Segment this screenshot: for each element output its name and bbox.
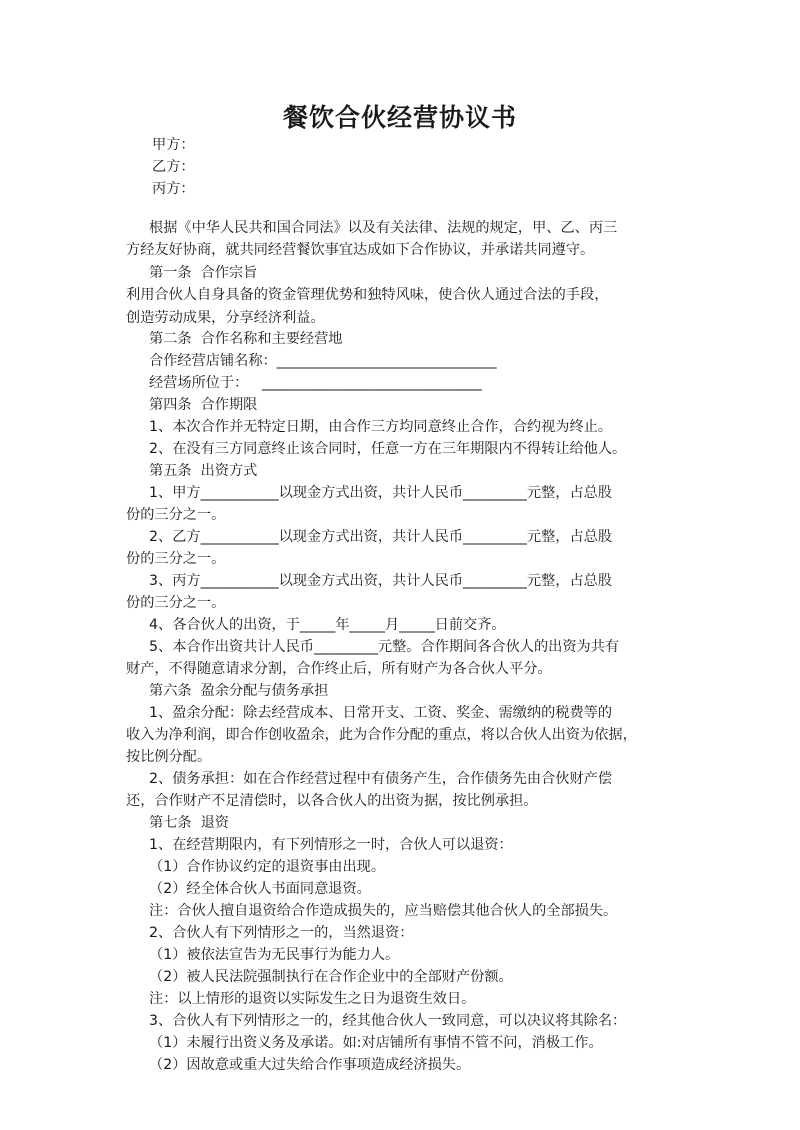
document-title: 餐饮合伙经营协议书 xyxy=(282,103,517,132)
contribution-line: 2、乙方___________以现金方式出资，共计人民币_________元整，占总股 xyxy=(149,529,613,545)
body-line: 方经友好协商，就共同经营餐饮事宜达成如下合作协议，并承诺共同遵守。 xyxy=(126,242,595,258)
party-a-line: 甲方： xyxy=(152,137,195,153)
body-line: 份的三分之一。 xyxy=(126,595,226,611)
contribution-line: 1、甲方___________以现金方式出资，共计人民币_________元整，占总股 xyxy=(149,485,613,501)
body-line: （2）经全体合伙人书面同意退资。 xyxy=(149,881,371,897)
body-line: 创造劳动成果，分享经济利益。 xyxy=(126,310,325,326)
article-heading: 第七条 退资 xyxy=(149,815,229,831)
note-line: 注：以上情形的退资以实际发生之日为退资生效日。 xyxy=(149,991,476,1007)
body-line: 利用合伙人自身具备的资金管理优势和独特风味，使合伙人通过合法的手段， xyxy=(126,287,609,303)
article-heading: 第六条 盈余分配与债务承担 xyxy=(149,683,329,699)
body-line: 1、本次合作并无特定日期，由合作三方均同意终止合作，合约视为终止。 xyxy=(149,419,613,435)
location-field: 经营场所位于： _______________________________ xyxy=(149,375,482,391)
article-heading: 第四条 合作期限 xyxy=(149,397,258,413)
shop-name-field: 合作经营店铺名称：_______________________________ xyxy=(149,353,497,369)
body-line: 份的三分之一。 xyxy=(126,507,226,523)
contribution-line: 3、丙方___________以现金方式出资，共计人民币_________元整，占总股 xyxy=(149,573,613,589)
body-line: 1、盈余分配：除去经营成本、日常开支、工资、奖金、需缴纳的税费等的 xyxy=(149,705,613,721)
body-line: 2、债务承担：如在合作经营过程中有债务产生，合作债务先由合伙财产偿 xyxy=(149,771,613,787)
body-line: （2）被人民法院强制执行在合作企业中的全部财产份额。 xyxy=(149,969,513,985)
body-line: （2）因故意或重大过失给合作事项造成经济损失。 xyxy=(149,1057,471,1073)
body-line: （1）被依法宣告为无民事行为能力人。 xyxy=(149,947,400,963)
body-line: 1、在经营期限内，有下列情形之一时，合伙人可以退资： xyxy=(149,837,513,853)
body-line: 2、合伙人有下列情形之一的，当然退资： xyxy=(149,925,414,941)
body-line: 5、本合作出资共计人民币_________元整。合作期间各合伙人的出资为共有 xyxy=(149,639,620,655)
body-line: 还，合作财产不足清偿时，以各合伙人的出资为据，按比例承担。 xyxy=(126,793,538,809)
body-line: 按比例分配。 xyxy=(126,749,212,765)
body-line: 4、各合伙人的出资，于_____年_____月_____日前交齐。 xyxy=(149,617,506,633)
article-heading: 第一条 合作宗旨 xyxy=(149,265,258,281)
note-line: 注：合伙人擅自退资给合作造成损失的，应当赔偿其他合伙人的全部损失。 xyxy=(149,903,618,919)
body-line: 根据《中华人民共和国合同法》以及有关法律、法规的规定，甲、乙、丙三 xyxy=(149,220,618,236)
party-c-line: 丙方： xyxy=(152,181,195,197)
body-line: 财产，不得随意请求分割，合作终止后，所有财产为各合伙人平分。 xyxy=(126,661,552,677)
body-line: 收入为净利润，即合作创收盈余，此为合作分配的重点，将以合伙人出资为依据， xyxy=(126,727,637,743)
body-line: 3、合伙人有下列情形之一的，经其他合伙人一致同意，可以决议将其除名： xyxy=(149,1013,627,1029)
party-b-line: 乙方： xyxy=(152,159,195,175)
body-line: （1）未履行出资义务及承诺。如:对店铺所有事情不管不问，消极工作。 xyxy=(149,1035,603,1051)
body-line: 2、在没有三方同意终止该合同时，任意一方在三年期限内不得转让给他人。 xyxy=(149,441,627,457)
article-heading: 第五条 出资方式 xyxy=(149,463,258,479)
body-line: 份的三分之一。 xyxy=(126,551,226,567)
article-heading: 第二条 合作名称和主要经营地 xyxy=(149,331,343,347)
body-line: （1）合作协议约定的退资事由出现。 xyxy=(149,859,386,875)
